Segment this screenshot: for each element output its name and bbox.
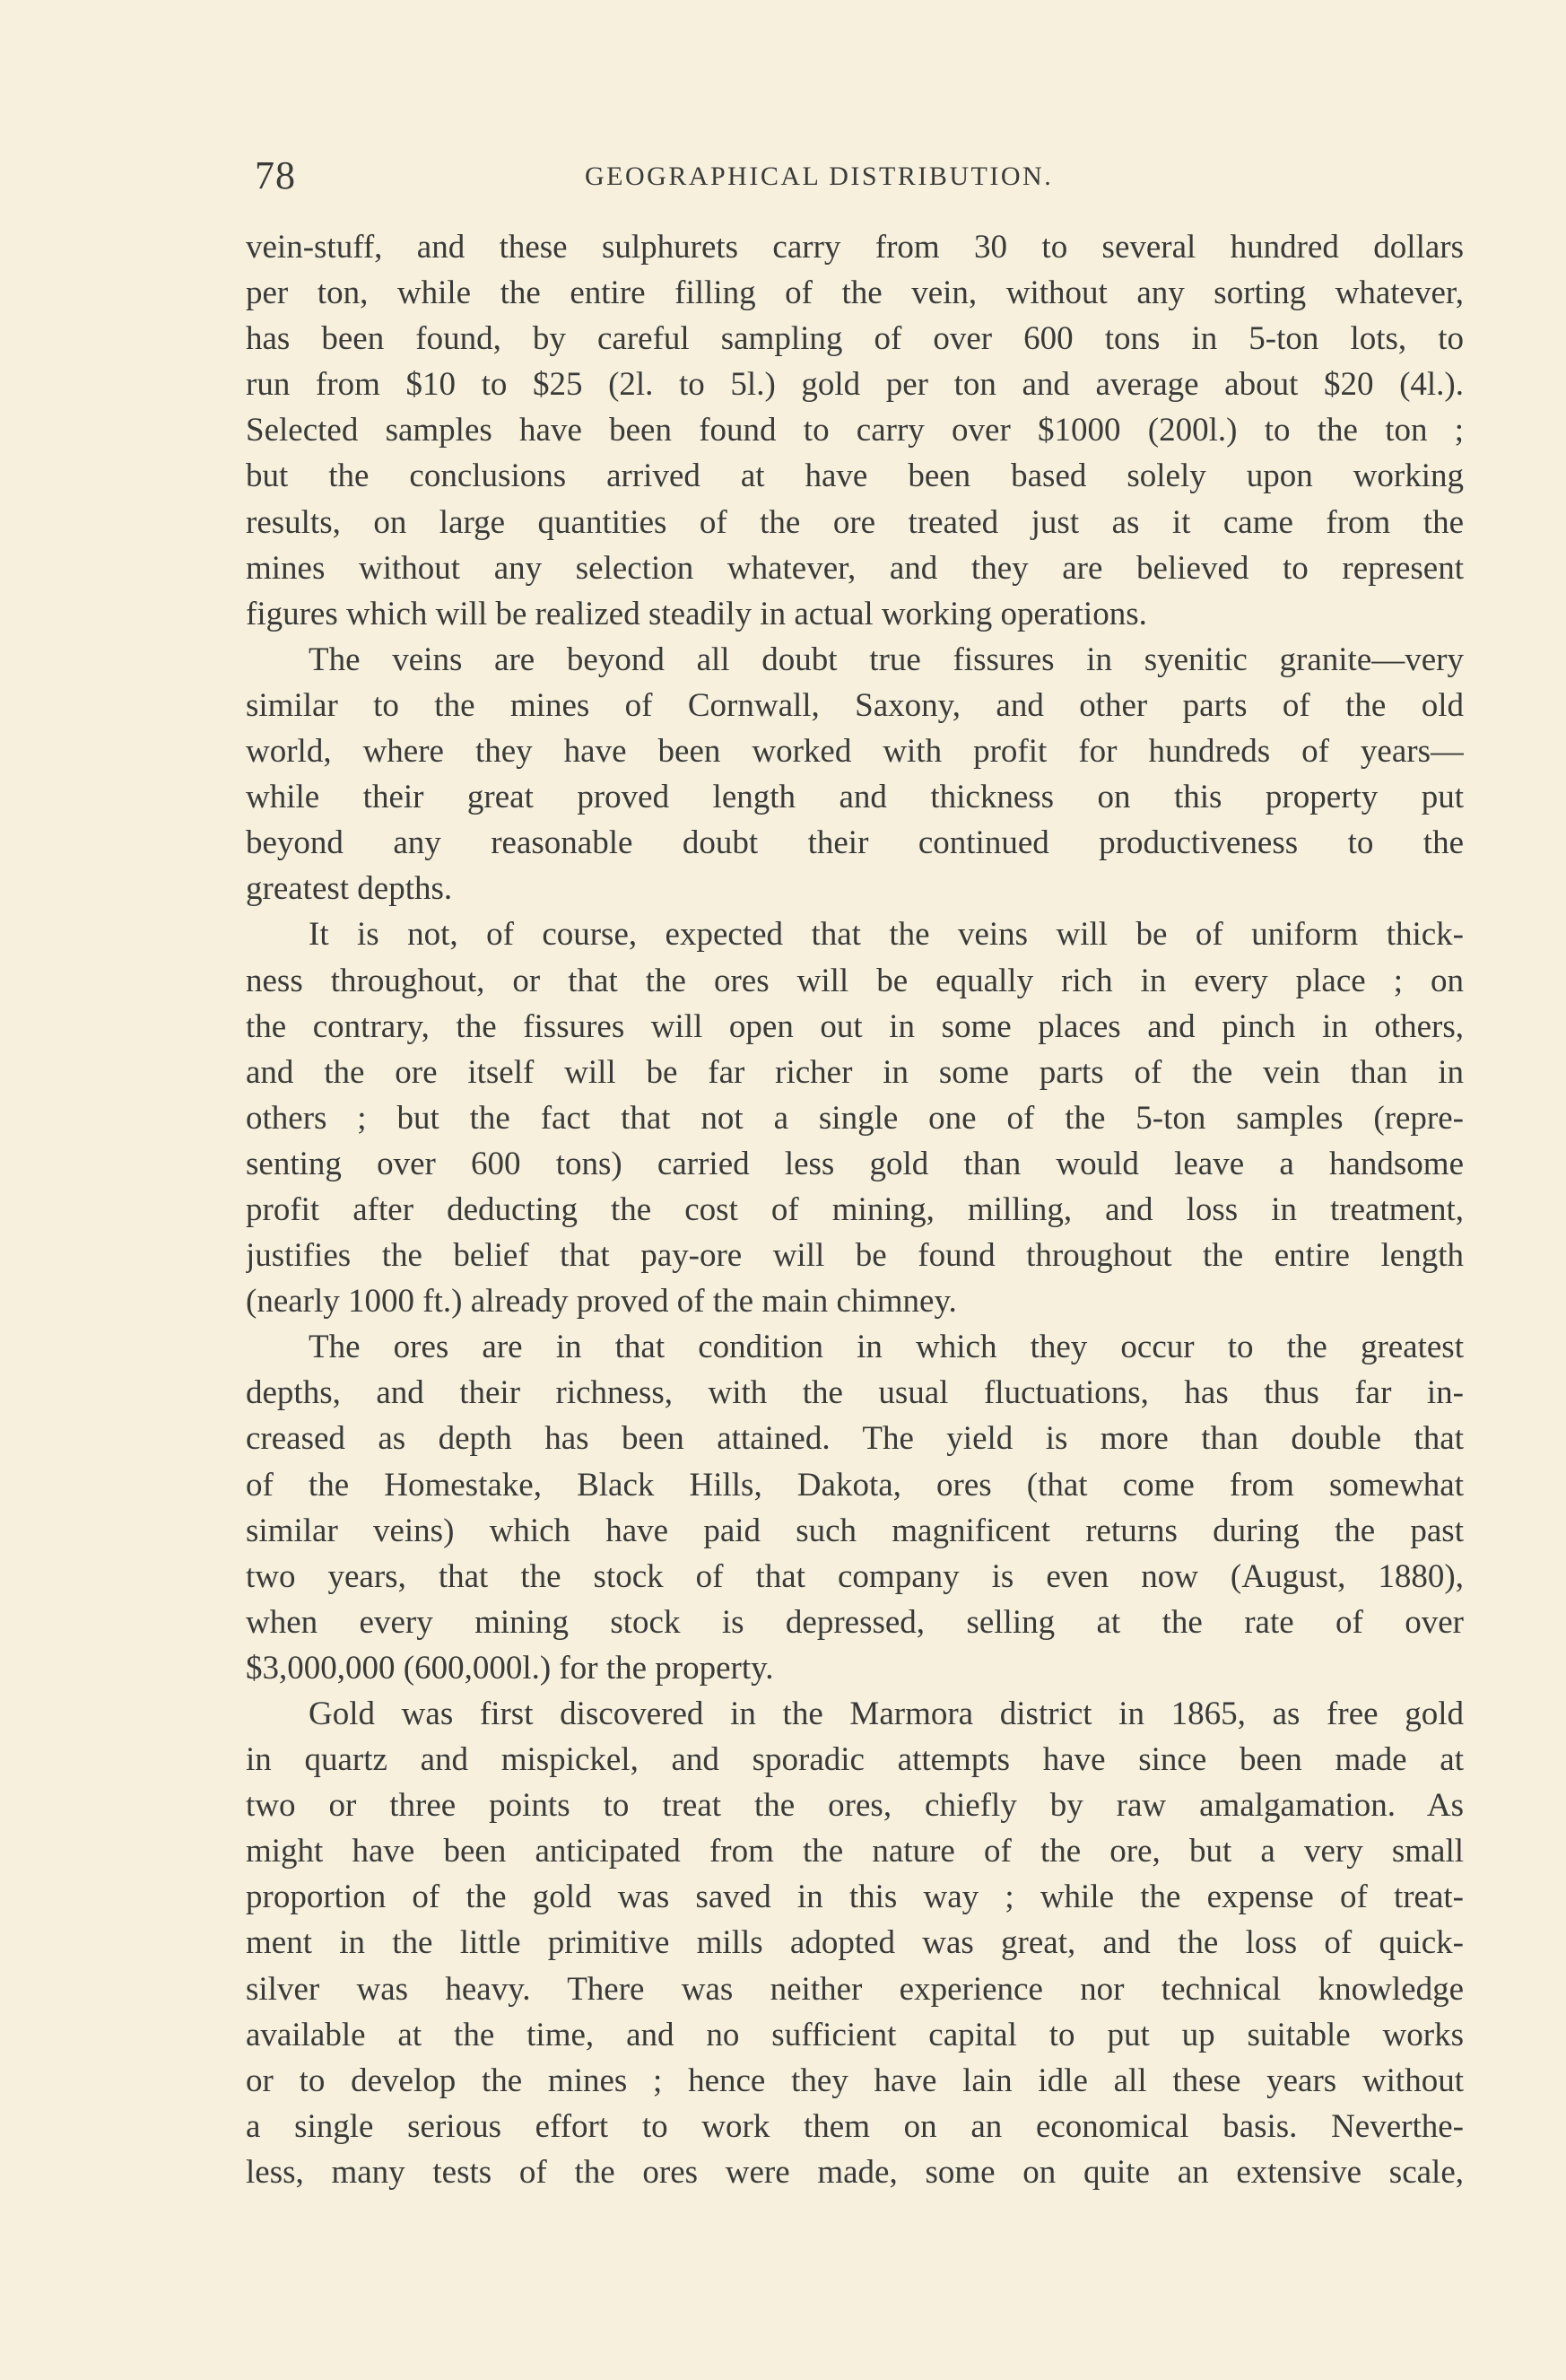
text-line: or to develop the mines ; hence they have lain idle all these years without	[246, 2062, 1464, 2099]
text-line: The ores are in that condition in which they occur to the greatest	[309, 1329, 1464, 1366]
body-text	[246, 224, 1464, 2195]
text-line: mines without any selection whatever, and they are believed to represent	[246, 549, 1464, 587]
text-line: might have been anticipated from the nature of the ore, but a very small	[246, 1833, 1464, 1870]
text-line: run from $10 to $25 (2l. to 5l.) gold per ton and average about $20 (4l.).	[246, 366, 1464, 404]
text-line: per ton, while the entire filling of the vein, without any sorting whatever,	[246, 275, 1464, 312]
text-line: two years, that the stock of that company is even now (August, 1880),	[246, 1557, 1464, 1595]
text-line: less, many tests of the ores were made, some on quite an extensive scale,	[246, 2153, 1464, 2191]
page-number: 78	[255, 153, 296, 197]
text-line: a single serious effort to work them on an economical basis. Neverthe-	[246, 2107, 1464, 2145]
running-header	[244, 153, 1464, 206]
text-line: similar veins) which have paid such magnificent returns during the past	[246, 1512, 1464, 1549]
text-line: Selected samples have been found to carry over $1000 (200l.) to the ton ;	[246, 412, 1464, 449]
text-line: vein-stuff, and these sulphurets carry from 30 to several hundred dollars	[246, 229, 1464, 266]
text-line: The veins are beyond all doubt true fissures in syenitic granite—very	[309, 641, 1464, 678]
text-line: (nearly 1000 ft.) already proved of the main chimney.	[246, 1283, 957, 1321]
text-line: profit after deducting the cost of mining, milling, and loss in treatment,	[246, 1190, 1464, 1228]
text-line: available at the time, and no sufficient capital to put up suitable works	[246, 2016, 1464, 2053]
text-line: the contrary, the fissures will open out in some places and pinch in others,	[246, 1007, 1464, 1045]
text-line: beyond any reasonable doubt their continued productiveness to the	[246, 824, 1464, 862]
text-line: Gold was first discovered in the Marmora district in 1865, as free gold	[309, 1696, 1464, 1732]
text-line: others ; but the fact that not a single one of the 5-ton samples (repre-	[246, 1099, 1464, 1137]
text-line: when every mining stock is depressed, selling at the rate of over	[246, 1603, 1464, 1641]
text-line: ment in the little primitive mills adopted was great, and the loss of quick-	[246, 1924, 1464, 1962]
text-line: ness throughout, or that the ores will be equally rich in every place ; on	[246, 962, 1464, 999]
text-line: of the Homestake, Black Hills, Dakota, ores (that come from somewhat	[246, 1466, 1464, 1504]
text-line: while their great proved length and thickness on this property put	[246, 779, 1464, 816]
text-line: $3,000,000 (600,000l.) for the property.	[246, 1649, 774, 1687]
text-line: proportion of the gold was saved in this way ; while the expense of treat-	[246, 1879, 1464, 1916]
text-line: and the ore itself will be far richer in some parts of the vein than in	[246, 1053, 1464, 1091]
running-title: GEOGRAPHICAL DISTRIBUTION.	[585, 161, 1054, 191]
text-line: silver was heavy. There was neither experience nor technical knowledge	[246, 1970, 1464, 2008]
text-line: It is not, of course, expected that the veins will be of uniform thick-	[309, 916, 1464, 954]
text-line: depths, and their richness, with the usual fluctuations, has thus far in-	[246, 1374, 1464, 1412]
text-line: two or three points to treat the ores, chiefly by raw amalgamation. As	[246, 1787, 1464, 1825]
text-line: has been found, by careful sampling of over 600 tons in 5-ton lots, to	[246, 320, 1464, 358]
text-line: senting over 600 tons) carried less gold than would leave a handsome	[246, 1145, 1464, 1182]
text-line: but the conclusions arrived at have been based solely upon working	[246, 458, 1464, 495]
text-line: results, on large quantities of the ore treated just as it came from the	[246, 503, 1464, 541]
text-line: creased as depth has been attained. The yield is more than double that	[246, 1420, 1464, 1458]
text-line: world, where they have been worked with profit for hundreds of years—	[246, 733, 1464, 771]
text-line: in quartz and mispickel, and sporadic attempts have since been made at	[246, 1741, 1464, 1779]
text-line: similar to the mines of Cornwall, Saxony, and other parts of the old	[246, 686, 1464, 724]
text-line: figures which will be realized steadily in actual working operations.	[246, 595, 1147, 632]
text-line: greatest depths.	[246, 870, 453, 908]
text-line: justifies the belief that pay-ore will be found throughout the entire length	[246, 1237, 1464, 1275]
